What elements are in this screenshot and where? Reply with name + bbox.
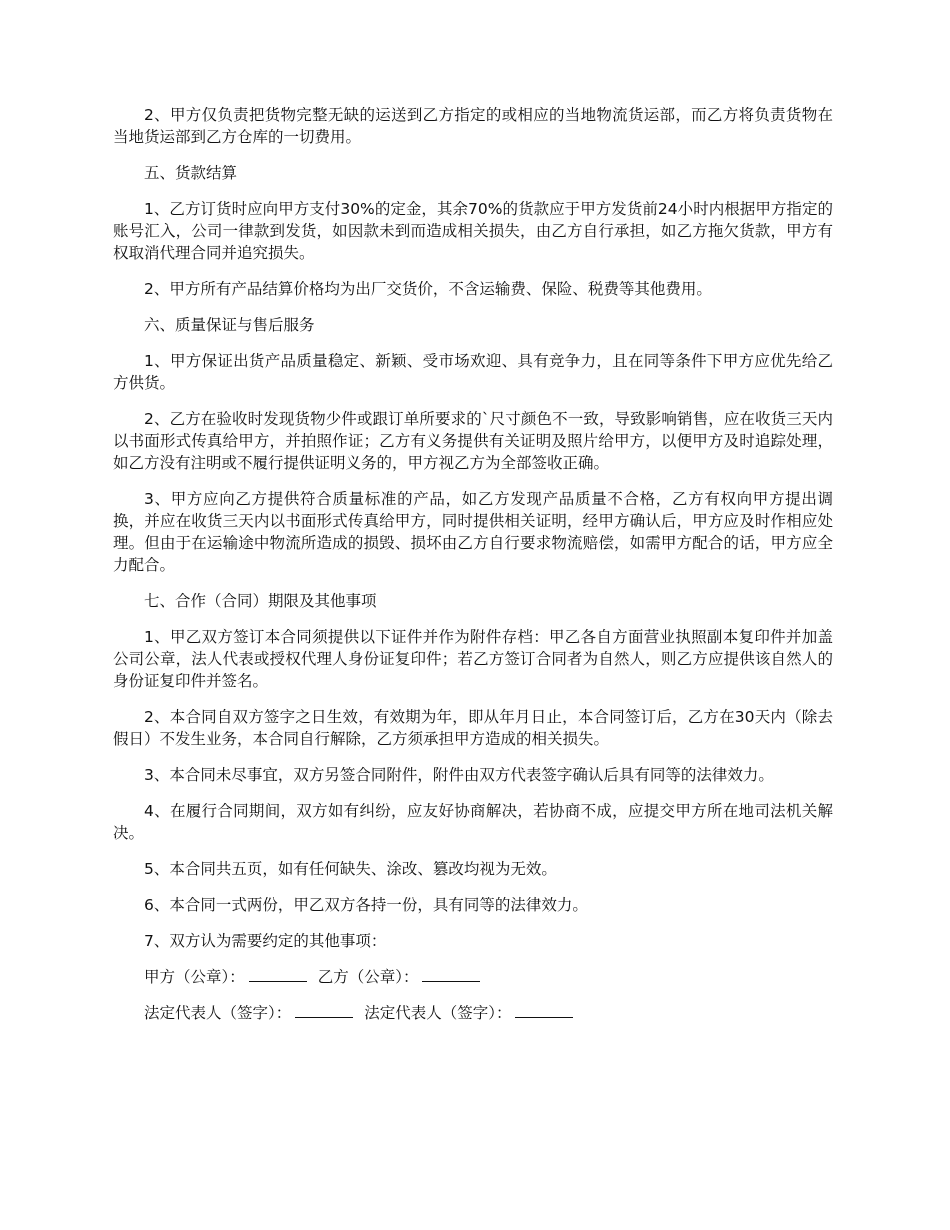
clause-paragraph: 6、本合同一式两份，甲乙双方各持一份，具有同等的法律效力。 — [144, 896, 588, 914]
section-heading: 五、货款结算 — [144, 164, 238, 182]
party-a-rep-blank[interactable] — [295, 1003, 353, 1018]
clause-paragraph: 2、乙方在验收时发现货物少件或跟订单所要求的`尺寸颜色不一致，导致影响销售，应在收货三天内以书面形式传真给甲方，并拍照作证；乙方有义务提供有关证明及照片给甲方，以便甲方及时追踪处理，如乙方没有注明或不履行提供证明义务的，甲方视乙方为全部签收正确。 — [113, 410, 833, 472]
clause-paragraph: 2、本合同自双方签字之日生效，有效期为年，即从年月日止，本合同签订后，乙方在30天内（除去假日）不发生业务，本合同自行解除，乙方须承担甲方造成的相关损失。 — [113, 708, 833, 748]
party-a-seal-blank[interactable] — [249, 967, 307, 982]
clause-paragraph: 7、双方认为需要约定的其他事项： — [144, 932, 387, 950]
representative-line — [113, 1002, 833, 1024]
party-b-seal-blank[interactable] — [422, 967, 480, 982]
clause-paragraph: 1、乙方订货时应向甲方支付30%的定金，其余70%的货款应于甲方发货前24小时内根据甲方指定的账号汇入，公司一律款到发货，如因款未到而造成相关损失，由乙方自行承担，如乙方拖欠货款，甲方有权取消代理合同并追究损失。 — [113, 200, 833, 262]
section-heading: 六、质量保证与售后服务 — [144, 316, 315, 334]
contract-page — [113, 104, 833, 1038]
party-b-rep-blank[interactable] — [515, 1003, 573, 1018]
clause-paragraph: 1、甲方保证出货产品质量稳定、新颖、受市场欢迎、具有竞争力，且在同等条件下甲方应优先给乙方供货。 — [113, 352, 833, 392]
clause-paragraph: 4、在履行合同期间，双方如有纠纷，应友好协商解决，若协商不成，应提交甲方所在地司法机关解决。 — [113, 802, 833, 842]
clause-paragraph: 2、甲方所有产品结算价格均为出厂交货价，不含运输费、保险、税费等其他费用。 — [144, 280, 712, 298]
contract-body — [113, 104, 833, 952]
party-a-seal-label: 甲方（公章）： — [144, 968, 245, 986]
party-b-rep-label: 法定代表人（签字）： — [364, 1004, 512, 1022]
party-a-rep-label: 法定代表人（签字）： — [144, 1004, 292, 1022]
section-heading: 七、合作（合同）期限及其他事项 — [144, 592, 377, 610]
clause-paragraph: 3、本合同未尽事宜，双方另签合同附件，附件由双方代表签字确认后具有同等的法律效力。 — [144, 766, 774, 784]
clause-paragraph: 3、甲方应向乙方提供符合质量标准的产品，如乙方发现产品质量不合格，乙方有权向甲方提出调换，并应在收货三天内以书面形式传真给甲方，同时提供相关证明，经甲方确认后，甲方应及时作相应处理。但由于在运输途中物流所造成的损毁、损坏由乙方自行要求物流赔偿，如需甲方配合的话，甲方应全力配合。 — [113, 490, 833, 574]
seal-line — [113, 966, 833, 988]
clause-paragraph: 1、甲乙双方签订本合同须提供以下证件并作为附件存档：甲乙各自方面营业执照副本复印件并加盖公司公章，法人代表或授权代理人身份证复印件；若乙方签订合同者为自然人，则乙方应提供该自然人的身份证复印件并签名。 — [113, 628, 833, 690]
party-b-seal-label: 乙方（公章）： — [317, 968, 419, 986]
clause-paragraph: 2、甲方仅负责把货物完整无缺的运送到乙方指定的或相应的当地物流货运部，而乙方将负责货物在当地货运部到乙方仓库的一切费用。 — [113, 106, 833, 146]
clause-paragraph: 5、本合同共五页，如有任何缺失、涂改、篡改均视为无效。 — [144, 860, 557, 878]
